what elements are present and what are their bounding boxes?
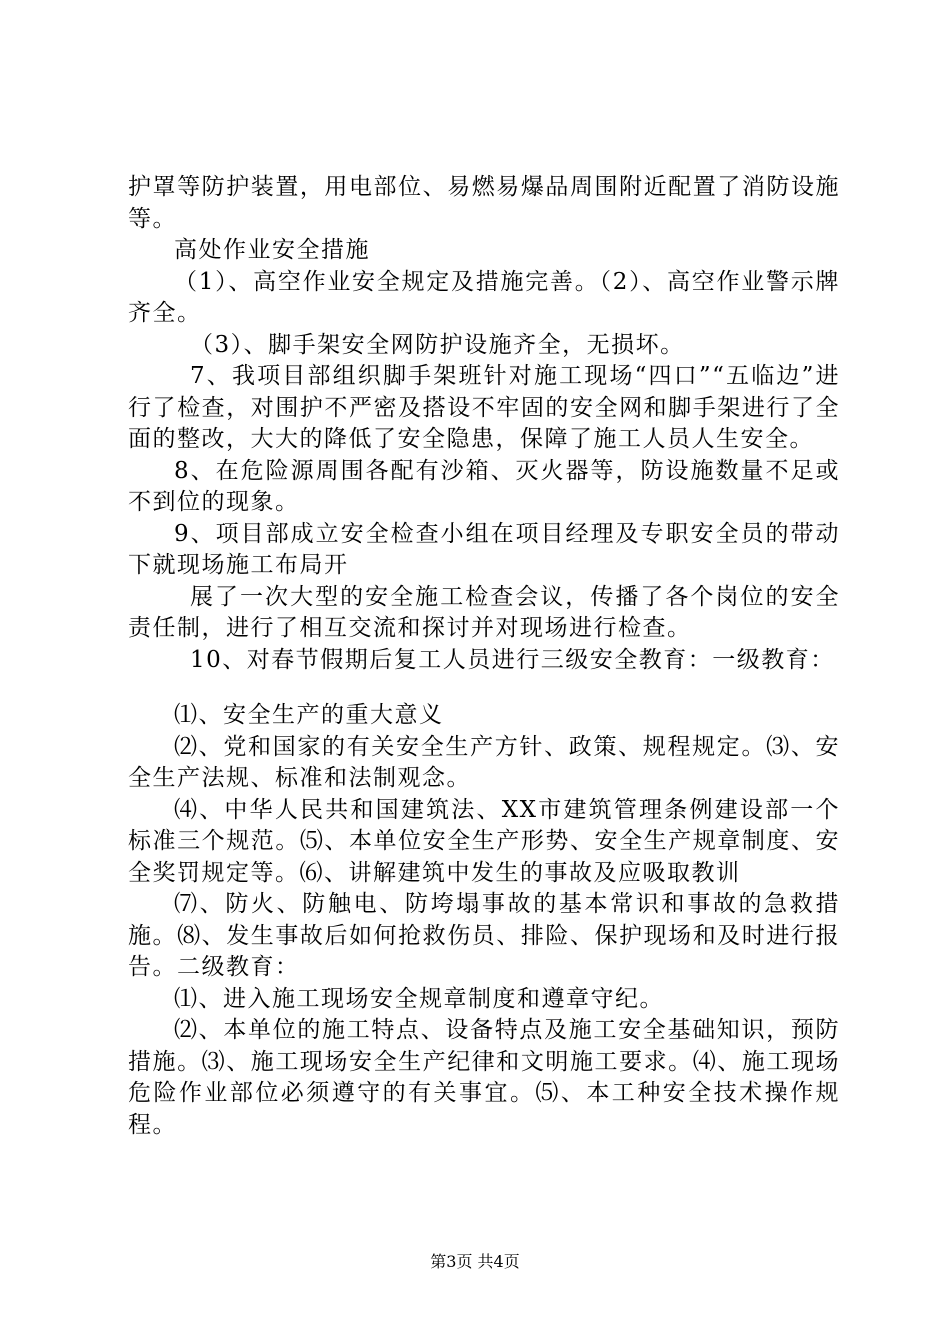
paragraph-item-9: 9、项目部成立安全检查小组在项目经理及专职安全员的带动下就现场施工布局开 bbox=[128, 520, 840, 578]
paragraph-scaffold-net: （3）、脚手架安全网防护设施齐全，无损坏。 bbox=[190, 331, 685, 358]
document-body bbox=[128, 172, 840, 1141]
list-item-level1-4: ⑷、中华人民共和国建筑法、XX市建筑管理条例建设部一个标准三个规范。⑸、本单位安全生产形势、安全生产规章制度、安全奖罚规定等。⑹、讲解建筑中发生的事故及应吸取教训 bbox=[128, 796, 840, 886]
paragraph-gap bbox=[128, 676, 840, 700]
paragraph-item-9-continued: 展了一次大型的安全施工检查会议，传播了各个岗位的安全责任制，进行了相互交流和探讨并对现场进行检查。 bbox=[128, 583, 840, 641]
paragraph-item-8: 8、在危险源周围各配有沙箱、灭火器等，防设施数量不足或不到位的现象。 bbox=[128, 457, 840, 515]
list-item-level1-1: ⑴、安全生产的重大意义 bbox=[174, 702, 444, 728]
list-item-level1-2: ⑵、党和国家的有关安全生产方针、政策、规程规定。⑶、安全生产法规、标准和法制观念。 bbox=[128, 733, 840, 791]
list-item-level2-2: ⑵、本单位的施工特点、设备特点及施工安全基础知识，预防措施。⑶、施工现场安全生产纪律和文明施工要求。⑷、施工现场危险作业部位必须遵守的有关事宜。⑸、本工种安全技术操作规程。 bbox=[128, 1017, 840, 1138]
list-item-level2-1: ⑴、进入施工现场安全规章制度和遵章守纪。 bbox=[174, 985, 664, 1012]
paragraph-item-10: 10、对春节假期后复工人员进行三级安全教育：一级教育： bbox=[190, 646, 835, 673]
paragraph-item-7: 7、我项目部组织脚手架班针对施工现场“四口”“五临边”进行了检查，对围护不严密及搭设不牢固的安全网和脚手架进行了全面的整改，大大的降低了安全隐患，保障了施工人员人生安全。 bbox=[128, 363, 840, 452]
list-item-level1-7: ⑺、防火、防触电、防垮塌事故的基本常识和事故的急救措施。⑻、发生事故后如何抢救伤员、排险、保护现场和及时进行报告。二级教育： bbox=[128, 891, 840, 980]
page-footer: 第3页 共4页 bbox=[430, 1252, 520, 1271]
paragraph-fire-protection: 护罩等防护装置，用电部位、易燃易爆品周围附近配置了消防设施等。 bbox=[128, 174, 840, 232]
paragraph-heading-high-altitude: 高处作业安全措施 bbox=[174, 237, 370, 263]
paragraph-high-altitude-rules: （1）、高空作业安全规定及措施完善。（2）、高空作业警示牌齐全。 bbox=[128, 268, 840, 326]
